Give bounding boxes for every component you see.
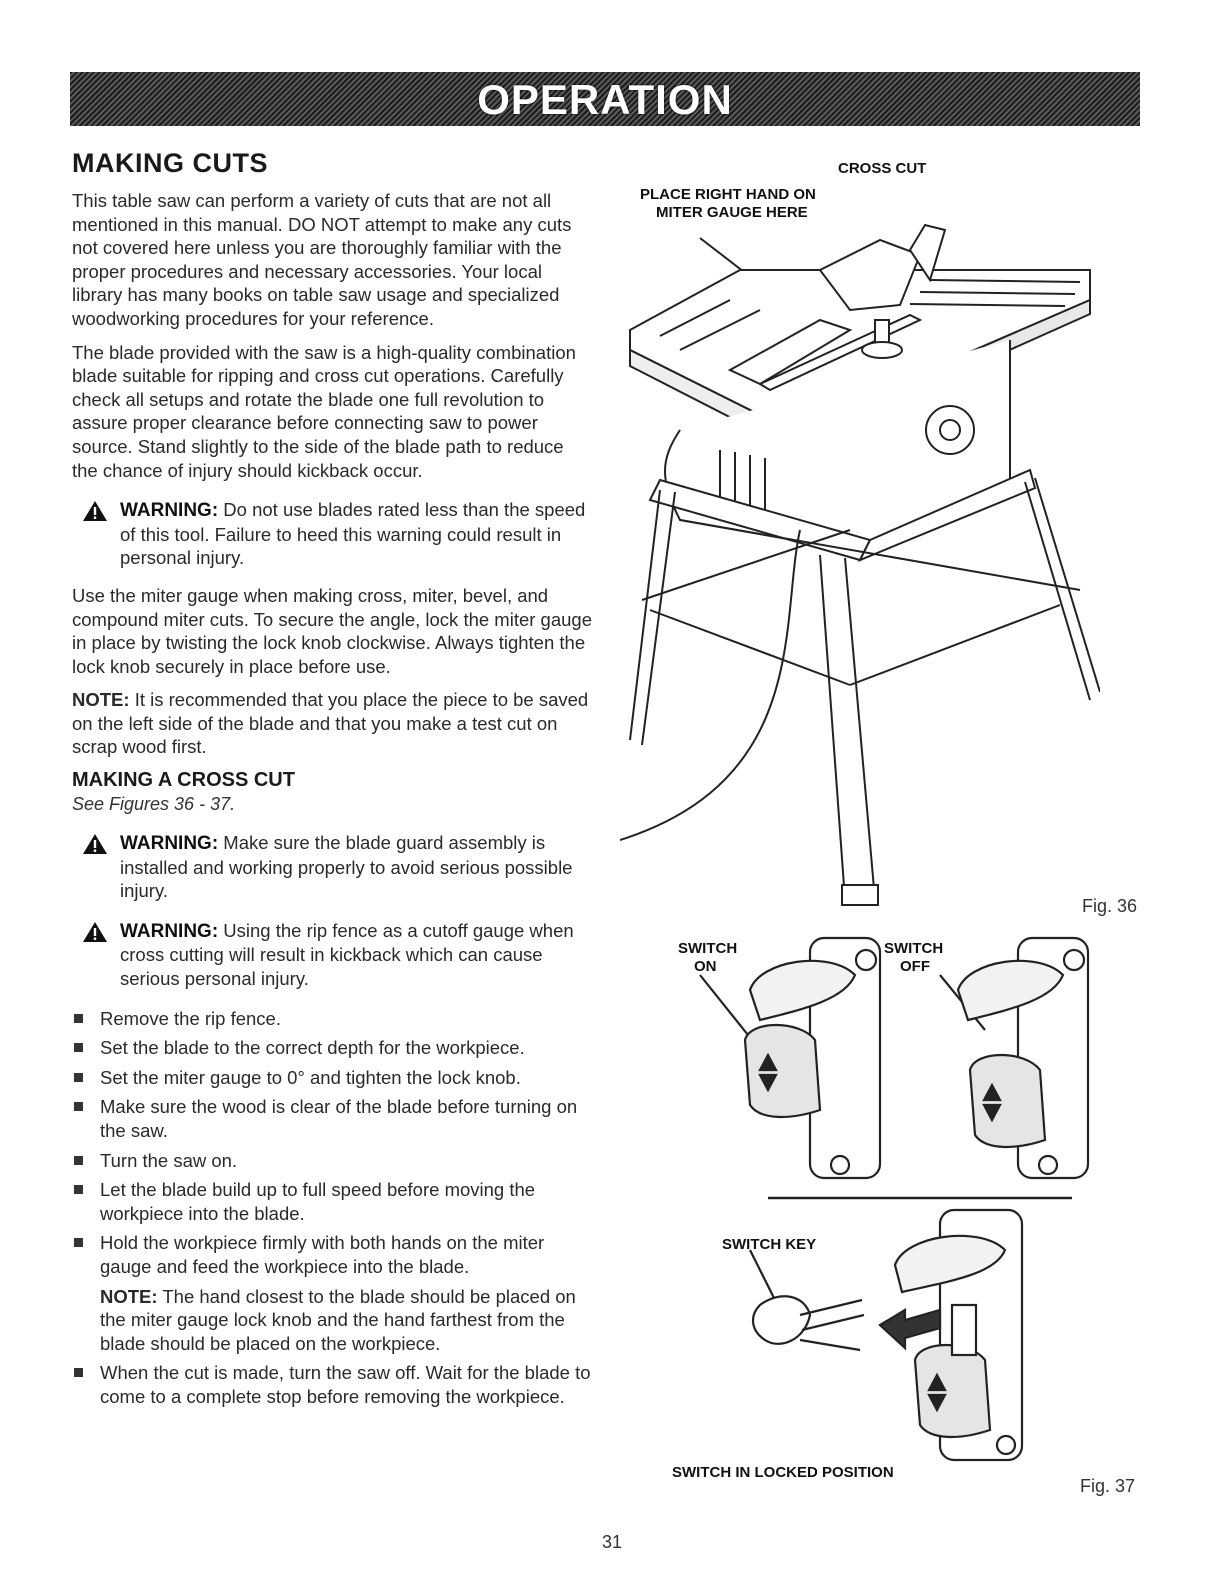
bullet-icon (74, 1156, 83, 1165)
warning-label: WARNING: (120, 500, 219, 522)
list-item: Hold the workpiece firmly with both hands on the miter gauge and feed the workpiece into the blade. NOTE: The hand closest to the blade should be placed on the miter gauge lock knob and the hand farthest from the blade should be placed on the workpiece. (72, 1231, 592, 1355)
warning-triangle-icon (82, 500, 108, 522)
fig36-caption: Fig. 36 (1082, 896, 1138, 916)
note-label: NOTE: (72, 689, 130, 711)
section-title: MAKING CUTS (72, 148, 268, 178)
switch-illustration (640, 920, 1090, 1480)
fig36-title: CROSS CUT (838, 160, 927, 177)
fig36-callout-line2: MITER GAUGE HERE (656, 204, 808, 221)
header-banner (70, 72, 1140, 126)
list-item: Set the blade to the correct depth for the workpiece. (72, 1036, 592, 1060)
bullet-icon (74, 1043, 83, 1052)
warning-text: Make sure the blade guard assembly is installed and working properly to avoid serious possible injury. (120, 832, 573, 902)
fig37-caption: Fig. 37 (1080, 1476, 1136, 1496)
step-note: NOTE: The hand closest to the blade should be placed on the miter gauge lock knob and the hand farthest from the blade should be placed on the workpiece. (100, 1285, 576, 1354)
bullet-icon (74, 1368, 83, 1377)
warning-triangle-icon (82, 833, 108, 855)
cross-cut-steps (72, 1007, 592, 1409)
switch-on-label-line2: ON (694, 958, 717, 975)
paragraph-blade: The blade provided with the saw is a high-quality combination blade suitable for ripping and cross cut operations. Carefully check all setups and rotate the blade one full revolution to assure proper clearance before connecting saw to power source. Stand slightly to the side of the blade path to reduce the chance of injury should kickback occur. (72, 341, 576, 481)
warning-text: Do not use blades rated less than the speed of this tool. Failure to heed this warning could result in personal injury. (120, 499, 586, 569)
note-text: It is recommended that you place the piece to be saved on the left side of the blade and that you make a test cut on scrap wood first. (72, 689, 589, 758)
list-item: Make sure the wood is clear of the blade before turning on the saw. (72, 1095, 592, 1142)
paragraph-intro: This table saw can perform a variety of cuts that are not all mentioned in this manual. DO NOT attempt to make any cuts not covered here unless you are thoroughly familiar with the proper procedures and necessary accessories. Your local library has many books on table saw usage and specialized woodworking procedures for your reference. (72, 190, 572, 329)
page-header-title: OPERATION (477, 76, 733, 123)
switch-locked-label: SWITCH IN LOCKED POSITION (672, 1464, 894, 1481)
subsection-title: MAKING A CROSS CUT (72, 769, 295, 792)
warning-triangle-icon (82, 921, 108, 943)
warning-label: WARNING: (120, 833, 219, 855)
bullet-icon (74, 1073, 83, 1082)
warning-label: WARNING: (120, 920, 219, 942)
bullet-icon (74, 1014, 83, 1023)
list-item: When the cut is made, turn the saw off. Wait for the blade to come to a complete stop before removing the workpiece. (72, 1361, 592, 1408)
bullet-icon (74, 1185, 83, 1194)
bullet-icon (74, 1102, 83, 1111)
switch-key-label: SWITCH KEY (722, 1236, 817, 1253)
list-item: Remove the rip fence. (72, 1007, 592, 1031)
list-item: Let the blade build up to full speed before moving the workpiece into the blade. (72, 1178, 592, 1225)
list-item: Turn the saw on. (72, 1149, 592, 1173)
table-saw-illustration (620, 220, 1100, 910)
switch-off-label-line2: OFF (900, 958, 930, 975)
text-column (72, 148, 592, 1415)
bullet-icon (74, 1238, 83, 1247)
note-scrap-wood (72, 688, 592, 759)
warning-rip-fence (72, 919, 592, 991)
warning-text: Using the rip fence as a cutoff gauge when cross cutting will result in kickback which can cause serious personal injury. (120, 919, 574, 990)
switch-on-label-line1: SWITCH (678, 940, 738, 957)
warning-blade-speed (72, 498, 592, 570)
fig36-callout-line1: PLACE RIGHT HAND ON (640, 186, 816, 203)
page-number: 31 (601, 1532, 623, 1552)
list-item: Set the miter gauge to 0° and tighten the lock knob. (72, 1066, 592, 1090)
warning-blade-guard (72, 831, 592, 903)
figure-reference: See Figures 36 - 37. (72, 794, 236, 815)
paragraph-miter-gauge: Use the miter gauge when making cross, miter, bevel, and compound miter cuts. To secure the angle, lock the miter gauge in place by twisting the lock knob clockwise. Always tighten the lock knob securely in place before use. (72, 584, 592, 677)
switch-off-label-line1: SWITCH (884, 940, 944, 957)
